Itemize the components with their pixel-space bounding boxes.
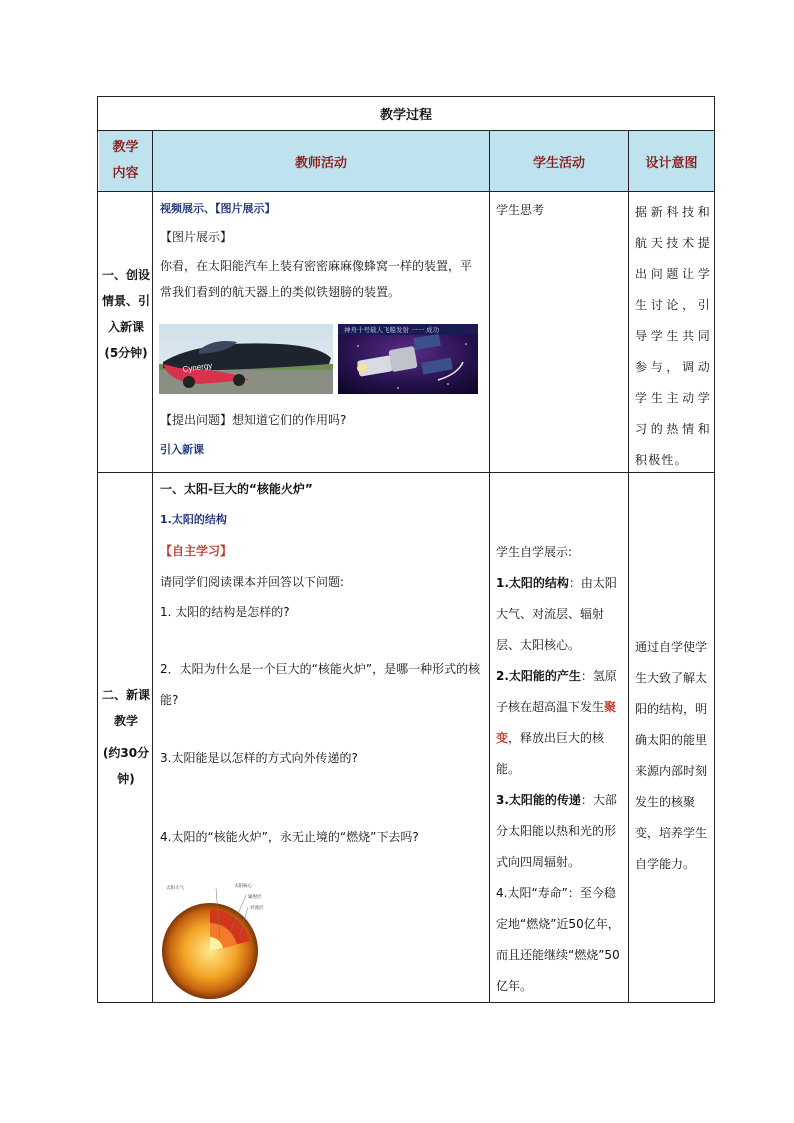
sub-sun-structure: 1.太阳的结构 — [160, 513, 227, 526]
row-divider — [98, 472, 714, 473]
solar-car-image — [159, 324, 333, 394]
self-study-label: 【自主学习】 — [160, 544, 233, 558]
question-text: 【提出问题】想知道它们的作用吗? — [160, 413, 347, 427]
col-divider — [152, 130, 153, 1002]
label-solar-atmosphere: 太阳大气 — [166, 886, 184, 891]
col-divider — [628, 130, 629, 1002]
answer-3: 3.太阳能的传递：大部分太阳能以热和光的形式向四周辐射。 — [496, 793, 617, 869]
question-1: 1. 太阳的结构是怎样的? — [160, 605, 290, 619]
image-show-label: 【图片展示】 — [160, 230, 233, 244]
label-radiation-zone: 辐射层 — [248, 895, 262, 900]
label-solar-core: 太阳核心 — [234, 884, 252, 889]
row2-student — [496, 537, 624, 1002]
answer-1: 1.太阳的结构：由太阳大气、对流层、辐射层、太阳核心。 — [496, 576, 617, 652]
header-student: 学生活动 — [490, 131, 628, 191]
scenario-text: 你看，在太阳能汽车上装有密密麻麻像蜂窝一样的装置，平常我们看到的航天器上的类似铁翅膀的装置。 — [160, 259, 473, 299]
intro-new-lesson: 引入新课 — [160, 443, 204, 456]
reading-instruction: 请同学们阅读课本并回答以下问题: — [160, 575, 345, 589]
question-4: 4.太阳的“核能火炉”，永无止境的“燃烧”下去吗? — [160, 830, 419, 844]
question-3: 3.太阳能是以怎样的方式向外传递的? — [160, 751, 358, 765]
lesson-table — [97, 96, 715, 1003]
section-2-title: 二、新课教学 — [102, 688, 151, 728]
section-1-label: 一、创设情景、引入新课(5分钟) — [102, 268, 151, 360]
spacecraft-caption: 神舟十号载人飞船发射 一一 成功 — [344, 326, 440, 334]
answer-4: 4.太阳“寿命”：至今稳定地“燃烧”近50亿年，而且还能继续“燃烧”50亿年。 — [496, 886, 620, 993]
row2-design: 通过自学使学生大致了解太阳的结构，明确太阳的能里来源内部时刻发生的核聚变，培养学生自学能力。 — [635, 640, 708, 871]
sun-structure-diagram — [160, 879, 280, 1001]
student-intro: 学生自学展示: — [496, 545, 573, 559]
header-design: 设计意图 — [629, 131, 714, 191]
row1-student: 学生思考 — [496, 203, 545, 217]
section-2-label — [102, 682, 150, 792]
label-convection-zone: 对流层 — [250, 906, 264, 911]
row1-design: 据新科技和航天技术提出问题让学生讨论，引导学生共同参与，调动学生主动学习的热情和积极性。 — [635, 205, 711, 467]
header-teacher: 教师活动 — [153, 131, 489, 191]
col-divider — [489, 130, 490, 1002]
answer-2: 2.太阳能的产生：氢原子核在超高温下发生聚变，释放出巨大的核能。 — [496, 669, 617, 776]
heading-core-furnace: 一、太阳-巨大的“核能火炉” — [160, 482, 313, 496]
section-2-duration: (约30分钟) — [102, 746, 150, 786]
row1-question — [160, 410, 482, 460]
media-intro: 视频展示、【图片展示】 — [160, 202, 276, 215]
spacecraft-image — [338, 324, 478, 394]
question-2: 2．太阳为什么是一个巨大的“核能火炉”，是哪一种形式的核能? — [160, 662, 481, 707]
row-divider — [98, 191, 714, 192]
table-title: 教学过程 — [379, 108, 432, 123]
row1-teacher — [160, 199, 482, 305]
header-content: 教学内容 — [99, 131, 152, 191]
row2-teacher — [160, 479, 484, 847]
car-logo-text: Cynergy — [182, 360, 213, 374]
